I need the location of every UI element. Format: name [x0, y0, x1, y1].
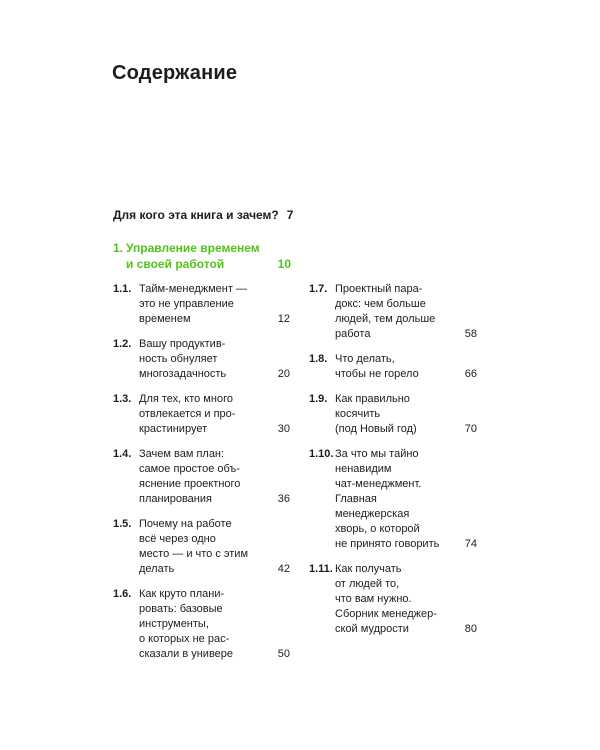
toc-entry-number: 1.4. [113, 448, 132, 460]
toc-entry-title-line: делать [139, 563, 175, 575]
toc-entry-title-line: ненавидим [335, 463, 392, 475]
toc-entry [113, 587, 290, 662]
toc-entry-title-line: Сборник менеджер- [335, 608, 437, 620]
toc-entry-number: 1.10. [309, 448, 334, 460]
toc-entry-title-line: планирования [139, 493, 212, 505]
toc-entry [309, 392, 477, 437]
toc-entry-number: 1.7. [309, 283, 328, 295]
page-title: Содержание [112, 62, 238, 84]
toc-entry-title [335, 392, 447, 437]
intro-label: Для кого эта книга и зачем? [113, 208, 279, 222]
toc-entry-title-line: всё через одно [139, 533, 216, 545]
toc-entry-number: 1.2. [113, 338, 132, 350]
toc-entry-title [139, 282, 261, 327]
toc-entry-title [335, 562, 447, 637]
toc-entry-title-line: инструменты, [139, 618, 209, 630]
toc-entry-page-number: 74 [464, 538, 477, 550]
chapter-title-line2: и своей работой [126, 257, 225, 271]
toc-entry [309, 447, 477, 552]
toc-entry-title-line: крастинирует [139, 423, 208, 435]
toc-entry-page-number: 36 [277, 493, 290, 505]
chapter-title-line1: Управление временем [126, 241, 260, 255]
toc-entry-page-number: 80 [464, 623, 477, 635]
toc-entry-title-line: Зачем вам план: [139, 448, 225, 460]
toc-entry-title-line: что вам нужно. [335, 593, 412, 605]
toc-entry-title-line: Что делать, [335, 353, 395, 365]
toc-entry-title-line: Почему на работе [139, 518, 232, 530]
chapter-page-number: 10 [277, 257, 291, 271]
toc-entry [309, 562, 477, 637]
toc-entry-title-line: людей, тем дольше [335, 313, 436, 325]
toc-entry-title [139, 392, 261, 437]
toc-entry-title-line: это не управление [139, 298, 234, 310]
toc-entry-title-line: ность обнуляет [139, 353, 218, 365]
intro-page-number: 7 [286, 208, 294, 222]
toc-entry [113, 392, 290, 437]
toc-entry-title-line: не принято говорить [335, 538, 440, 550]
toc-entry-page-number: 70 [464, 423, 477, 435]
toc-entry [113, 447, 290, 507]
toc-entry-title-line: хворь, о которой [335, 523, 420, 535]
toc-entry-title [335, 282, 447, 342]
toc-entry-title-line: отвлекается и про- [139, 408, 236, 420]
toc-entry-title [335, 352, 447, 382]
toc-right-column [309, 282, 477, 647]
toc-entry-number: 1.11. [309, 563, 333, 575]
toc-entry-page-number: 66 [464, 368, 477, 380]
toc-entry-number: 1.6. [113, 588, 132, 600]
toc-entry-title-line: Тайм-менеджмент — [139, 283, 247, 295]
toc-entry [113, 517, 290, 577]
chapter-number: 1. [113, 241, 124, 255]
toc-entry-title [335, 447, 447, 552]
toc-entry-page-number: 58 [464, 328, 477, 340]
toc-entry-title-line: о которых не рас- [139, 633, 230, 645]
toc-entry-title-line: сказали в универе [139, 648, 234, 660]
toc-entry-title-line: многозадачность [139, 368, 227, 380]
toc-entry-title-line: менеджерская [335, 508, 410, 520]
toc-entry-title [139, 337, 261, 382]
toc-entry-title-line: яснение проектного [139, 478, 241, 490]
toc-entry-title-line: (под Новый год) [335, 423, 417, 435]
toc-entry-title-line: временем [139, 313, 191, 325]
toc-entry-title-line: место — и что с этим [139, 548, 249, 560]
toc-entry-title-line: Для тех, кто много [139, 393, 233, 405]
toc-entry-title-line: Проектный пара- [335, 283, 423, 295]
toc-entry [113, 282, 290, 327]
toc-entry-title-line: За что мы тайно [335, 448, 419, 460]
toc-entry-title-line: ской мудрости [335, 623, 409, 635]
toc-entry-page-number: 50 [277, 648, 290, 660]
toc-entry-number: 1.1. [113, 283, 132, 295]
toc-entry-page-number: 12 [277, 313, 290, 325]
toc-left-column [113, 282, 290, 672]
toc-entry-number: 1.9. [309, 393, 328, 405]
toc-entry-title [139, 587, 261, 662]
toc-entry-page-number: 30 [277, 423, 290, 435]
toc-entry-title-line: от людей то, [335, 578, 400, 590]
toc-entry-title-line: Как круто плани- [139, 588, 225, 600]
toc-entry-title-line: Главная [335, 493, 377, 505]
toc-entry [309, 352, 477, 382]
chapter-heading [113, 240, 291, 272]
toc-entry-title-line: Как получать [335, 563, 402, 575]
toc-entry-title-line: косячить [335, 408, 381, 420]
toc-entry-page-number: 20 [277, 368, 290, 380]
toc-entry-number: 1.3. [113, 393, 132, 405]
toc-entry-number: 1.8. [309, 353, 328, 365]
toc-intro-entry [113, 208, 293, 222]
toc-entry-page-number: 42 [277, 563, 290, 575]
toc-entry [309, 282, 477, 342]
toc-entry-title-line: чат-менеджмент. [335, 478, 422, 490]
toc-entry-number: 1.5. [113, 518, 132, 530]
toc-entry-title-line: Как правильно [335, 393, 410, 405]
toc-entry-title-line: работа [335, 328, 371, 340]
toc-entry-title-line: чтобы не горело [335, 368, 419, 380]
toc-entry-title [139, 447, 261, 507]
toc-entry-title [139, 517, 261, 577]
toc-entry-title-line: самое простое объ- [139, 463, 240, 475]
toc-entry [113, 337, 290, 382]
toc-entry-title-line: докс: чем больше [335, 298, 426, 310]
toc-entry-title-line: Вашу продуктив- [139, 338, 226, 350]
toc-entry-title-line: ровать: базовые [139, 603, 223, 615]
